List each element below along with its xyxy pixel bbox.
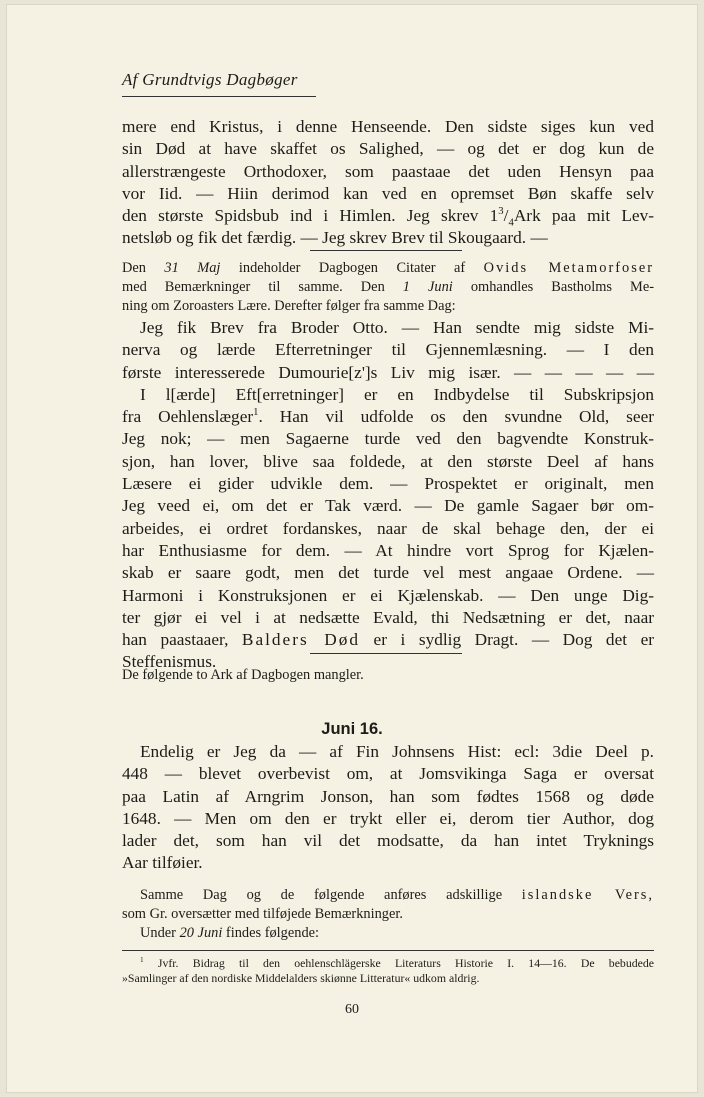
running-header: Af Grundtvigs Dagbøger: [122, 70, 298, 89]
section-divider: [310, 250, 462, 251]
editorial-note-3: [122, 886, 654, 943]
section-divider: [310, 653, 462, 654]
text-line: den største Spidsbub ind i Himlen. Jeg skrev $1^3/_4Ark$ paa mit Lev-: [122, 205, 655, 229]
text-line: netsløb og fik det færdig. — Jeg skrev Brev til Skougaard. —: [122, 228, 548, 248]
text-line: vor Iid. — Hiin derimod kan ved en opremset Bøn skaffe selv: [122, 183, 654, 203]
text-line: ter gjør ei vel i at nedsætte Evald, thi Nedsætning er det, naar: [122, 607, 654, 627]
text-line: allerstrængeste Orthodoxer, som paastaae det uden Hensyn paa: [122, 161, 654, 181]
footnote: [122, 956, 654, 986]
footnote-divider: [122, 950, 654, 951]
text-line: har Enthusiasme for dem. — At hindre vort Sprog for Kjælen-: [122, 540, 654, 560]
page-number: 60: [345, 1002, 359, 1017]
text-line: arbeides, ei ordret fordanskes, naar de skal behage den, der ei: [122, 518, 654, 538]
text-line: Under 20 Juni findes følgende:: [140, 925, 320, 941]
paragraph-block-2: [122, 317, 654, 674]
text-line: nerva og lærde Efterretninger til Gjennemlæsning. — I den: [122, 340, 654, 360]
text-line: Den 31 Maj indeholder Dagbogen Citater af Ovids Metamorfoser: [122, 260, 655, 276]
text-line: han paastaaer, Balders Død er i sydlig Dragt. — Dog det er: [122, 630, 654, 650]
text-line: 448 — blevet overbevist om, at Jomsvikinga Saga er oversat: [122, 764, 654, 784]
text-line: fra Oehlenslæger$^1$. Han vil udfolde os den svundne Old, seer: [122, 406, 654, 427]
paragraph-block-3: [122, 741, 654, 875]
text-line: Endelig er Jeg da — af Fin Johnsens Hist: ecl: 3die Deel p.: [140, 742, 654, 761]
editorial-note-1: [122, 259, 654, 316]
footnote-marker: 1: [253, 406, 259, 419]
footnote-marker: 1: [140, 955, 144, 965]
text-line: Jeg fik Brev fra Broder Otto. — Han sendte mig sidste Mi-: [140, 318, 654, 337]
text-line: skab er saare godt, men det turde vel mest angaae Ordene. —: [122, 563, 654, 583]
text-line: mere end Kristus, i denne Henseende. Den sidste siges kun ved: [122, 117, 654, 136]
fraction-denominator: 4: [508, 216, 514, 229]
editorial-note-2: [122, 666, 654, 685]
text-line: $^1$ Jvfr. Bidrag til den oehlenschlägerske Literaturs Historie I. 14—16. De bebudede: [140, 955, 654, 970]
entry-date-heading: Juni 16.: [321, 720, 383, 738]
text-line: første interesserede Dumourie[z']s Liv mig især. — — — — —: [122, 362, 654, 382]
text-line: paa Latin af Arngrim Jonson, han som fødtes 1568 og døde: [122, 786, 654, 806]
text-line: De følgende to Ark af Dagbogen mangler.: [122, 667, 364, 683]
book-page: [6, 4, 698, 1093]
text-line: Steffenismus.: [122, 652, 217, 672]
text-line: Jeg nok; — men Sagaerne turde ved den bagvendte Konstruk-: [122, 429, 654, 449]
text-line: 1648. — Men om den er trykt eller ei, derom tier Author, dog: [122, 808, 654, 828]
text-line: Harmoni i Konstruksjonen er ei Kjælenskab. — Den unge Dig-: [122, 585, 654, 605]
text-line: sin Død at have skaffet os Salighed, — og det er dog kun de: [122, 139, 654, 159]
text-line: Aar tilføier.: [122, 853, 203, 873]
text-line: I l[ærde] Eft[erretninger] er en Indbydelse til Subskripsjon: [140, 384, 654, 404]
text-line: Læsere ei gider udvikle dem. — Prospektet er originalt, men: [122, 474, 654, 494]
text-line: med Bemærkninger til samme. Den 1 Juni omhandles Bastholms Me-: [122, 279, 654, 295]
text-line: som Gr. oversætter med tilføjede Bemærkninger.: [122, 906, 403, 922]
text-line: Jeg veed ei, om det er Tak værd. — De gamle Sagaer bør om-: [122, 496, 654, 516]
header-underline: [122, 96, 316, 97]
fraction-numerator: 3: [498, 205, 504, 218]
text-line: sjon, han lover, blive saa foldede, at den største Deel af hans: [122, 451, 654, 471]
text-line: Samme Dag og de følgende anføres adskillige islandske Vers,: [140, 887, 654, 903]
text-line: ning om Zoroasters Lære. Derefter følger fra samme Dag:: [122, 298, 456, 314]
text-line: »Samlinger af den nordiske Middelalders skiønne Litteratur« udkom aldrig.: [122, 971, 480, 985]
paragraph-block-1: [122, 116, 654, 250]
text-line: lader det, som han vil det modsatte, da han intet Tryknings: [122, 831, 654, 851]
